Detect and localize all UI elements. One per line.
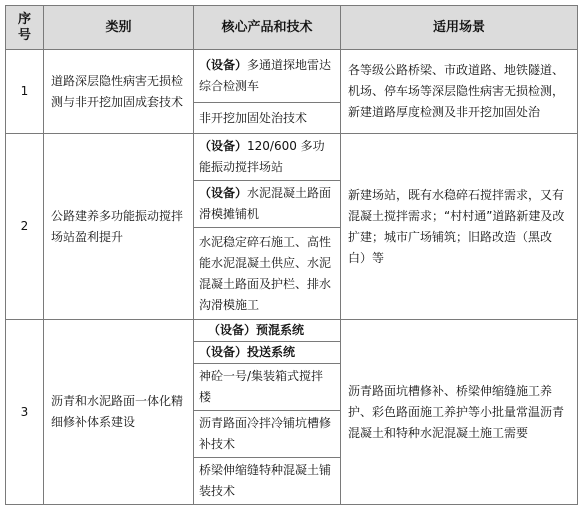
product-cell: [194, 228, 341, 320]
product-cell: [194, 50, 341, 103]
product-cell: [194, 103, 341, 134]
product-text: 投送系统: [247, 345, 296, 359]
product-cell: [194, 134, 341, 181]
product-tag: （设备）: [199, 186, 248, 200]
product-tag: （设备）: [208, 323, 257, 337]
product-text: 预混系统: [256, 323, 305, 337]
row-number: 2: [6, 134, 44, 320]
header-row: [6, 6, 578, 50]
header-category: 类别: [44, 6, 194, 50]
product-tag: （设备）: [199, 345, 248, 359]
product-cell: [194, 181, 341, 228]
product-text: 水泥混凝土路面滑模摊铺机: [199, 186, 332, 221]
scene-cell: 沥青路面坑槽修补、桥梁伸缩缝施工养护、彩色路面施工养护等小批量常温沥青混凝土和特种水泥混凝土施工需要: [341, 320, 578, 505]
row-number: 3: [6, 320, 44, 505]
header-scene: 适用场景: [341, 6, 578, 50]
product-text: 水泥稳定碎石施工、高性能水泥混凝土供应、水泥混凝土路面及护栏、排水沟滑模施工: [199, 234, 332, 312]
table-row: [6, 50, 578, 103]
product-cell: [194, 411, 341, 458]
product-cell: [194, 342, 341, 364]
product-tag: （设备）: [199, 139, 248, 153]
product-cell: [194, 364, 341, 411]
product-text: 120/600 多功能振动搅拌场站: [199, 139, 325, 174]
product-cell: [194, 458, 341, 505]
table-row: [6, 134, 578, 181]
product-text: 桥梁伸缩缝特种混凝土铺装技术: [199, 463, 332, 498]
tech-table: [5, 5, 578, 505]
header-product: 核心产品和技术: [194, 6, 341, 50]
category-cell: 道路深层隐性病害无损检测与非开挖加固成套技术: [44, 50, 194, 134]
header-no: 序号: [6, 6, 44, 50]
product-cell: [194, 320, 341, 342]
product-text: 多通道探地雷达综合检测车: [199, 58, 332, 93]
product-text: 神砼一号/集装箱式搅拌楼: [199, 369, 324, 404]
tech-table-container: [5, 5, 578, 505]
row-number: 1: [6, 50, 44, 134]
product-text: 非开挖加固处治技术: [199, 110, 308, 125]
product-text: 沥青路面冷拌冷铺坑槽修补技术: [199, 416, 332, 451]
scene-cell: 各等级公路桥梁、市政道路、地铁隧道、机场、停车场等深层隐性病害无损检测，新建道路厚度检测及非开挖加固处治: [341, 50, 578, 134]
table-row: [6, 320, 578, 342]
scene-cell: 新建场站，既有水稳碎石搅拌需求，又有混凝土搅拌需求；“村村通”道路新建及改扩建；城市广场铺筑；旧路改造（黑改白）等: [341, 134, 578, 320]
category-cell: 公路建养多功能振动搅拌场站盈利提升: [44, 134, 194, 320]
product-tag: （设备）: [199, 58, 248, 72]
category-cell: 沥青和水泥路面一体化精细修补体系建设: [44, 320, 194, 505]
